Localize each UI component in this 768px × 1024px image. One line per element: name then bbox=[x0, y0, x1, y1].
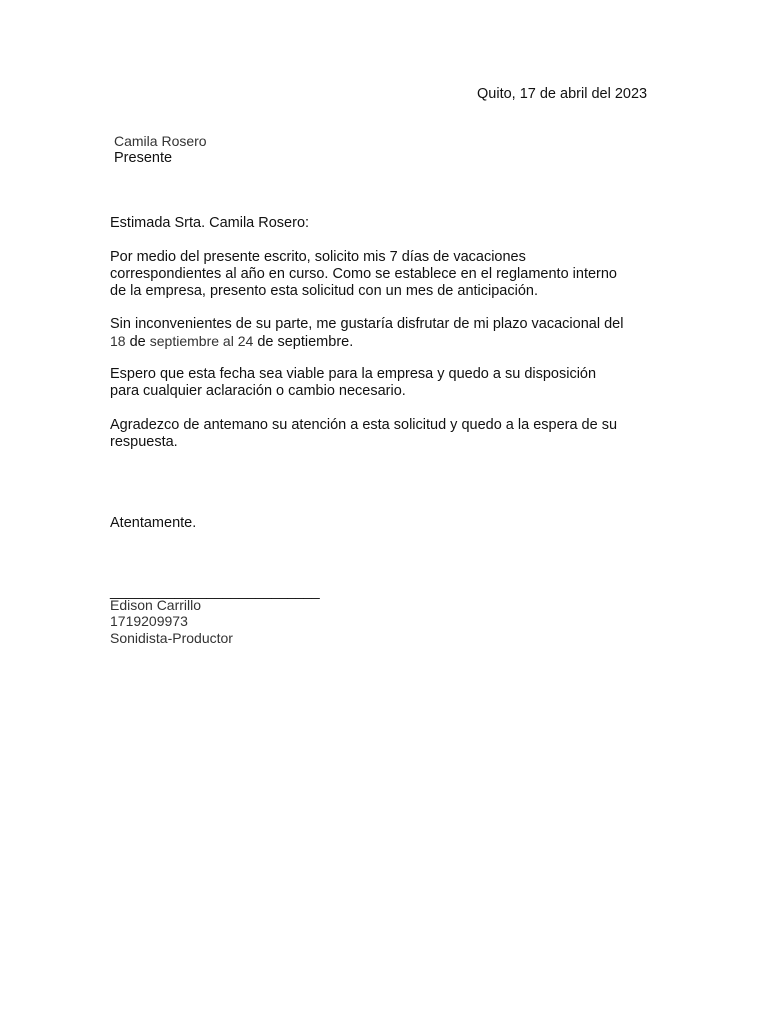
paragraph-line: Sin inconvenientes de su parte, me gustaría disfrutar de mi plazo vacacional del bbox=[110, 316, 624, 332]
recipient-name: Camila Rosero bbox=[114, 133, 207, 149]
signer-id-number: 1719209973 bbox=[110, 613, 188, 629]
paragraph-line: de la empresa, presento esta solicitud con un mes de anticipación. bbox=[110, 283, 538, 299]
paragraph-line: Espero que esta fecha sea viable para la empresa y quedo a su disposición bbox=[110, 366, 597, 382]
date-connector-al: al bbox=[219, 333, 238, 349]
paragraph-line: Agradezco de antemano su atención a esta solicitud y quedo a la espera de su bbox=[110, 417, 618, 433]
salutation: Estimada Srta. Camila Rosero: bbox=[110, 215, 310, 231]
paragraph-thanks bbox=[110, 417, 670, 451]
paragraph-line: respuesta. bbox=[110, 434, 178, 450]
paragraph-line: para cualquier aclaración o cambio necesario. bbox=[110, 383, 406, 399]
start-day: 18 bbox=[110, 333, 126, 349]
start-month: septiembre bbox=[149, 333, 220, 349]
signature-rule: __________________________ bbox=[110, 584, 320, 600]
signer-role: Sonidista-Productor bbox=[110, 630, 233, 646]
date-range-line bbox=[110, 333, 670, 351]
closing: Atentamente. bbox=[110, 515, 197, 531]
paragraph-request bbox=[110, 249, 670, 300]
signer-name: Edison Carrillo bbox=[110, 597, 202, 613]
end-day: 24 bbox=[237, 333, 254, 349]
paragraph-line: Por medio del presente escrito, solicito mis 7 días de vacaciones bbox=[110, 249, 526, 265]
date-line: Quito, 17 de abril del 2023 bbox=[477, 86, 648, 102]
paragraph-line: correspondientes al año en curso. Como se establece en el reglamento interno bbox=[110, 266, 617, 282]
paragraph-dates bbox=[110, 316, 670, 351]
end-month: de septiembre. bbox=[253, 334, 354, 350]
recipient-presente: Presente bbox=[114, 150, 173, 166]
date-connector: de bbox=[125, 334, 150, 350]
paragraph-availability bbox=[110, 366, 670, 400]
